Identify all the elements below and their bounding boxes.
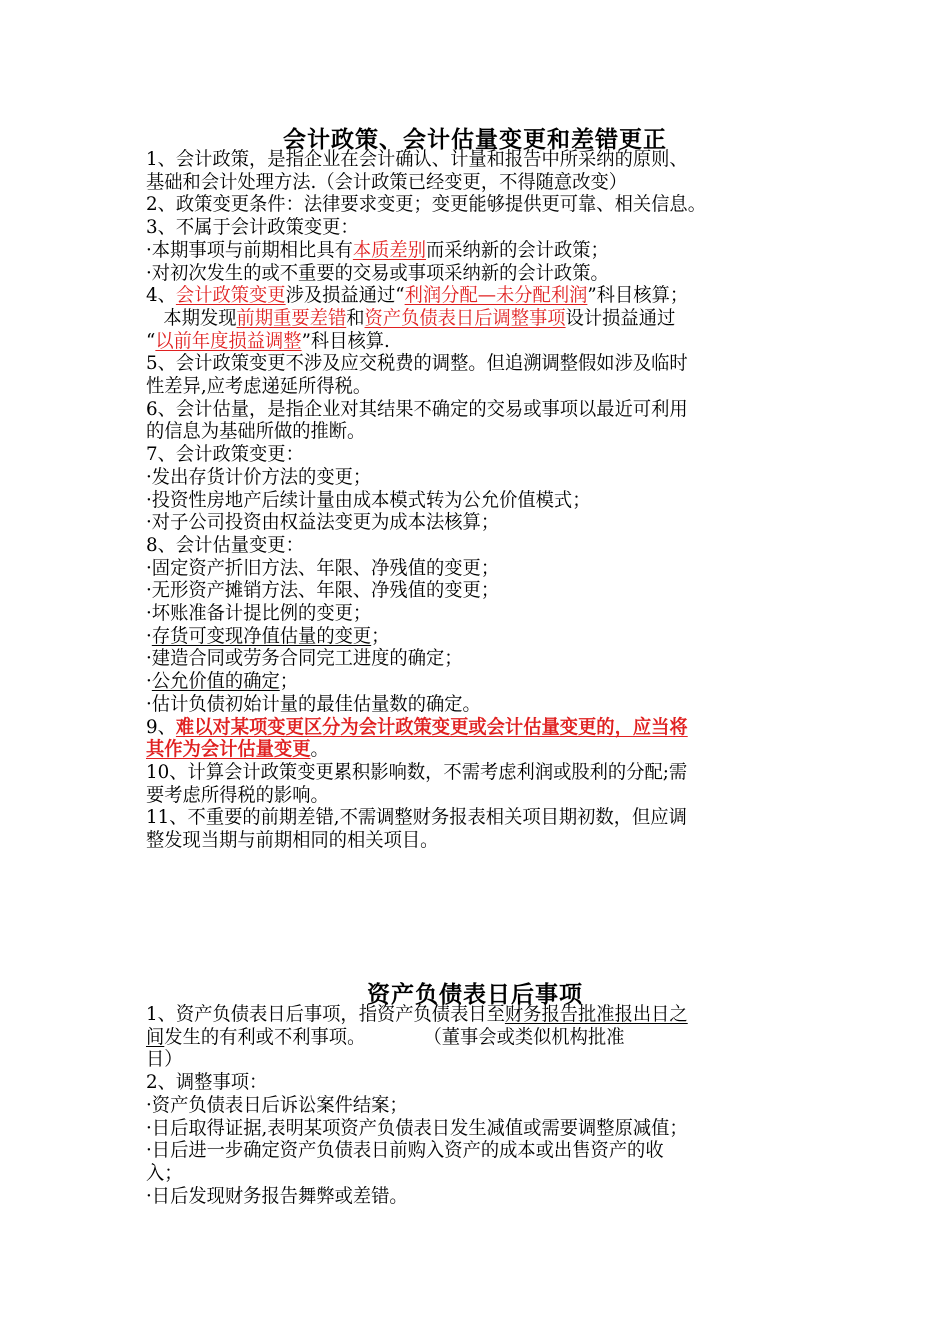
- text-segment: 本期发现: [146, 306, 237, 329]
- underlined-text: 存货可变现净值估量的变更: [151, 624, 372, 647]
- item-3-bullet-1: [146, 239, 800, 262]
- text-segment: ·本期事项与前期相比具有: [146, 238, 353, 261]
- item-9-line-a: [146, 716, 800, 739]
- item-1-line-a: 1、会计政策，是指企业在会计确认、计量和报告中所采纳的原则、: [146, 148, 688, 170]
- text-segment: 而采纳新的会计政策；: [426, 238, 609, 261]
- item-7-bullet-1: ·发出存货计价方法的变更；: [146, 465, 372, 488]
- item-4-line-a: [146, 284, 800, 307]
- item-8-bullet-2: ·无形资产摊销方法、年限、净残值的变更；: [146, 579, 500, 602]
- text-segment: 和: [346, 306, 365, 329]
- underlined-text: 间: [146, 1025, 165, 1048]
- item-3-line: 3、不属于会计政策变更：: [146, 216, 359, 239]
- s2-item-2-bullet-3-a: ·日后进一步确定资产负债表日前购入资产的成本或出售资产的收: [146, 1139, 664, 1162]
- item-11-line-a: 11、不重要的前期差错,不需调整财务报表相关项目期初数，但应调: [146, 806, 687, 829]
- highlight-text: 其作为会计估量变更: [146, 738, 311, 761]
- highlight-text: 本质差别: [352, 238, 427, 261]
- item-8-bullet-5: ·建造合同或劳务合同完工进度的确定；: [146, 647, 463, 670]
- item-5-line-a: 5、会计政策变更不涉及应交税费的调整。但追溯调整假如涉及临时: [146, 352, 688, 375]
- s2-item-2-line: 2、调整事项：: [146, 1071, 268, 1094]
- s2-item-1-line-a: [146, 1003, 800, 1026]
- text-segment: 4、: [146, 284, 176, 307]
- underlined-text: 财务报告批准报出日之: [504, 1003, 688, 1025]
- item-2-line: 2、政策变更条件：法律要求变更；变更能够提供更可靠、相关信息。: [146, 193, 706, 216]
- text-segment: ”科目核算；: [587, 284, 689, 307]
- text-segment: ；: [279, 670, 299, 693]
- item-9-line-b: [146, 738, 800, 761]
- section2-body: [146, 1003, 826, 1207]
- s2-item-2-bullet-2: ·日后取得证据,表明某项资产负债表日发生减值或需要调整原减值；: [146, 1116, 688, 1139]
- s2-item-2-bullet-1: ·资产负债表日后诉讼案件结案；: [146, 1093, 408, 1116]
- section1-body: [146, 148, 826, 852]
- item-4-line-b: [146, 307, 800, 330]
- item-8-bullet-4: [146, 625, 800, 648]
- s2-item-2-bullet-4: ·日后发现财务报告舞弊或差错。: [146, 1184, 408, 1207]
- item-8-bullet-3: ·坏账准备计提比例的变更；: [146, 602, 372, 625]
- item-7-bullet-2: ·投资性房地产后续计量由成本模式转为公允价值模式；: [146, 488, 591, 511]
- highlight-text: 资产负债表日后调整事项: [364, 306, 566, 329]
- item-10-line-a: 10、计算会计政策变更累积影响数，不需考虑利润或股利的分配;需: [146, 760, 688, 783]
- section1-title: 会计政策、会计估量变更和差错更正: [283, 126, 667, 153]
- highlight-text: 难以对某项变更区分为会计政策变更或会计估量变更的，应当将: [175, 715, 688, 738]
- item-4-line-c: [146, 330, 800, 353]
- text-segment: 涉及损益通过“: [285, 284, 405, 307]
- item-1-line-b: 基础和会计处理方法.（会计政策已经变更，不得随意改变）: [146, 170, 628, 193]
- highlight-text: 以前年度损益调整: [155, 329, 302, 352]
- item-11-line-b: 整发现当期与前期相同的相关项目。: [146, 829, 439, 852]
- text-segment: 9、: [146, 715, 176, 738]
- item-6-line-a: 6、会计估量，是指企业对其结果不确定的交易或事项以最近可利用: [146, 397, 688, 420]
- bullet-dot: ·: [146, 670, 152, 693]
- item-5-line-b: 性差异,应考虑递延所得税。: [146, 375, 372, 398]
- item-10-line-b: 要考虑所得税的影响。: [146, 783, 329, 806]
- item-3-bullet-2: ·对初次发生的或不重要的交易或事项采纳新的会计政策。: [146, 261, 609, 284]
- text-segment: 设计损益通过: [565, 306, 676, 329]
- item-8-bullet-6: [146, 670, 800, 693]
- s2-item-1-line-b: [146, 1026, 800, 1049]
- section2-title: 资产负债表日后事项: [367, 981, 583, 1008]
- s2-item-1-line-c: 日）: [146, 1048, 183, 1071]
- highlight-text: 利润分配—未分配利润: [404, 284, 588, 307]
- highlight-text: 会计政策变更: [175, 284, 286, 307]
- text-segment: “: [146, 329, 156, 352]
- item-8-bullet-7: ·估计负债初始计量的最佳估量数的确定。: [146, 692, 481, 715]
- item-7-bullet-3: ·对子公司投资由权益法变更为成本法核算；: [146, 511, 500, 534]
- s2-item-2-bullet-3-b: 入；: [146, 1161, 183, 1184]
- highlight-text: 前期重要差错: [236, 306, 347, 329]
- text-segment: ”科目核算.: [301, 329, 390, 352]
- bullet-dot: ·: [146, 624, 152, 647]
- text-segment: ；: [371, 624, 390, 647]
- item-8-bullet-1: ·固定资产折旧方法、年限、净残值的变更；: [146, 556, 500, 579]
- text-segment: 发生的有利或不利事项。 （董事会或类似机构批准: [164, 1025, 625, 1048]
- text-segment: 。: [310, 738, 329, 761]
- item-8-line: 8、会计估量变更：: [146, 533, 304, 556]
- item-6-line-b: 的信息为基础所做的推断。: [146, 420, 366, 443]
- item-7-line: 7、会计政策变更：: [146, 443, 304, 466]
- text-segment: 1、资产负债表日后事项，指资产负债表日至: [146, 1003, 505, 1025]
- underlined-text: 公允价值的确定: [151, 670, 280, 693]
